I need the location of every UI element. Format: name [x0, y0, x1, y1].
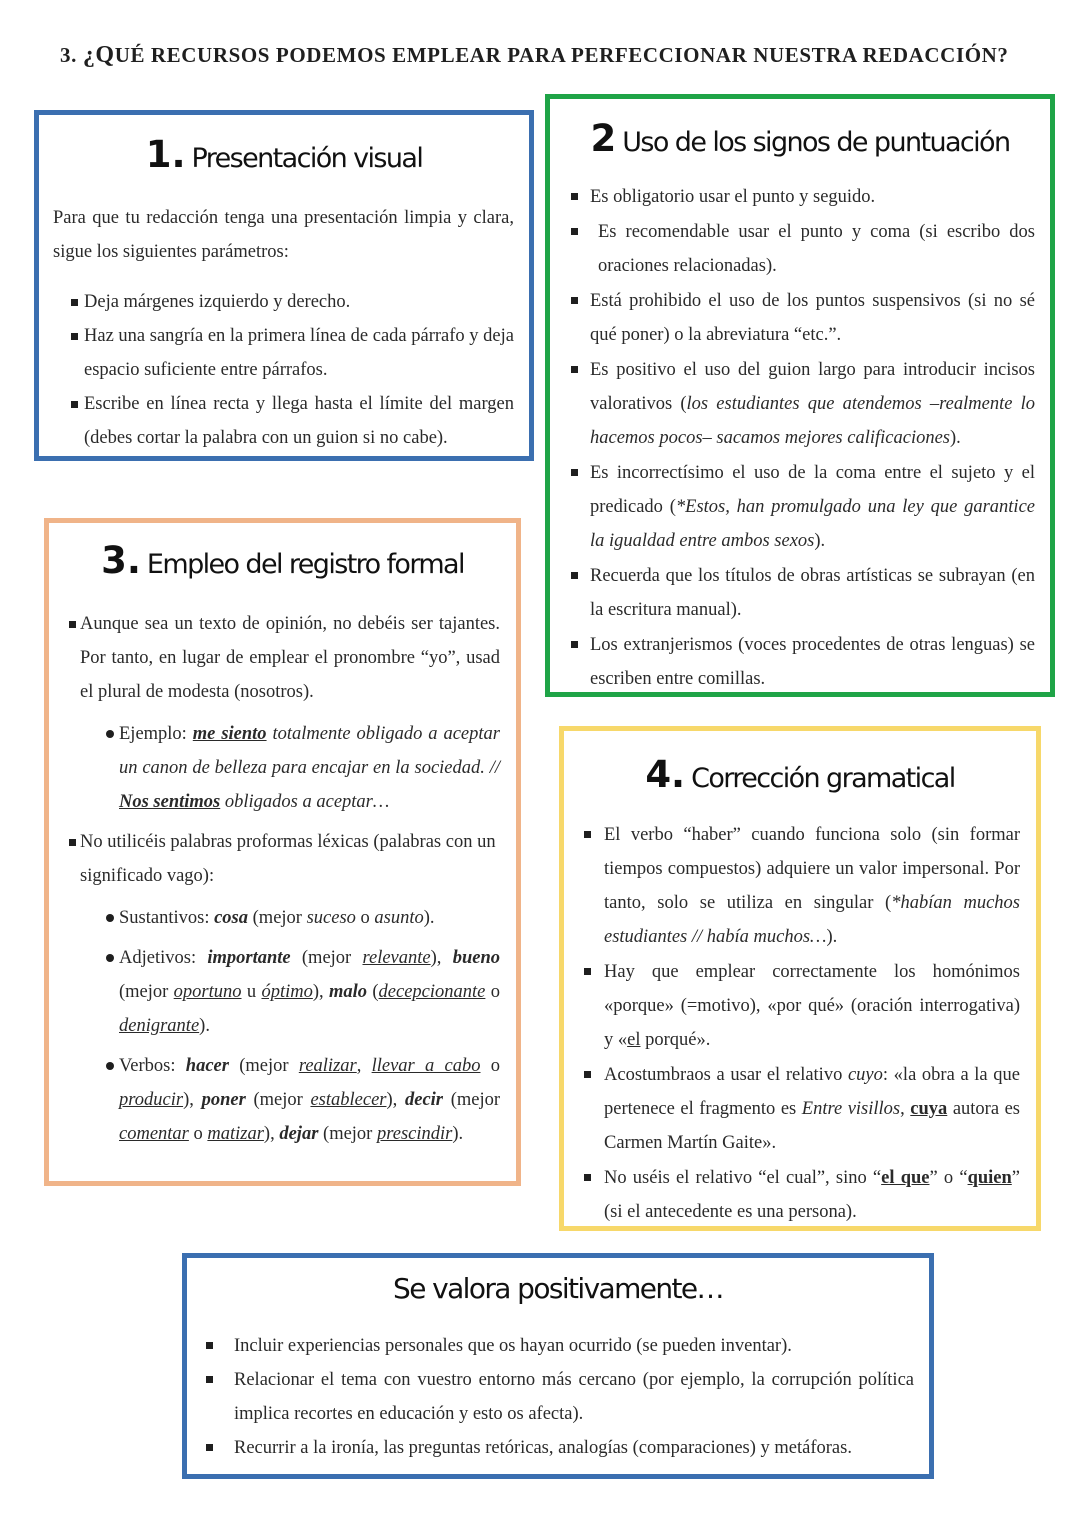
- presentation-list: [67, 285, 514, 455]
- list-item: Escribe en línea recta y llega hasta el límite del margen (debes cortar la palabra con un guion si no cabe).: [67, 387, 514, 455]
- presentation-intro: Para que tu redacción tenga una presentación limpia y clara, sigue los siguientes parámetros:: [53, 208, 514, 262]
- positive-valuation-title: Se valora positivamente…: [393, 1272, 723, 1305]
- formal-register-content: [67, 607, 500, 1157]
- positive-valuation-list: [201, 1329, 914, 1465]
- punctuation-list: [567, 180, 1035, 697]
- grammar-list: [581, 818, 1020, 1230]
- list-item: Recurrir a la ironía, las preguntas retóricas, analogías (comparaciones) y metáforas.: [201, 1431, 914, 1465]
- list-item: Los extranjerismos (voces procedentes de otras lenguas) se escriben entre comillas.: [567, 628, 1035, 696]
- list-item: Recuerda que los títulos de obras artísticas se subrayan (en la escritura manual).: [567, 559, 1035, 627]
- nouns-item: Sustantivos: cosa (mejor suceso o asunto).: [104, 901, 500, 935]
- grammar-title: 4. Corrección gramatical: [645, 753, 955, 796]
- list-item: No uséis el relativo “el cual”, sino “el que” o “quien” (si el antecedente es una persona).: [581, 1161, 1020, 1229]
- list-item: Es recomendable usar el punto y coma (si escribo dos oraciones relacionadas).: [567, 215, 1035, 283]
- list-item: Hay que emplear correctamente los homónimos «porque» (=motivo), «por qué» (oración interrogativa) y «el porqué».: [581, 955, 1020, 1057]
- example-item: Ejemplo: me siento totalmente obligado a aceptar un canon de belleza para encajar en la sociedad. // Nos sentimos obligados a aceptar…: [104, 717, 500, 819]
- list-item: Acostumbraos a usar el relativo cuyo: «la obra a la que pertenece el fragmento es Entre visillos, cuya autora es Carmen Martín Gaite».: [581, 1058, 1020, 1160]
- list-item: Deja márgenes izquierdo y derecho.: [67, 285, 514, 319]
- list-item: Relacionar el tema con vuestro entorno más cercano (por ejemplo, la corrupción política implica recortes en educación y esto os afecta).: [201, 1363, 914, 1431]
- formal-register-title: 3. Empleo del registro formal: [101, 539, 464, 582]
- list-item: Es obligatorio usar el punto y seguido.: [567, 180, 1035, 214]
- list-item: No utilicéis palabras proformas léxicas (palabras con un significado vago): Sustantivos: cosa (mejor suceso o asunto). Adjetivos: importante (mejor relevante), bueno (mejor oportuno u óptimo), malo (decepcionante o denigrante). Verbos: hacer (mejor realizar, llevar a cabo o producir), poner (mejor establecer), decir (mejor comentar o matizar), dejar (mejor prescindir).: [67, 825, 500, 1151]
- punctuation-title: 2 Uso de los signos de puntuación: [590, 117, 1010, 160]
- formal-register-card: [44, 518, 521, 1186]
- adjectives-item: Adjetivos: importante (mejor relevante), bueno (mejor oportuno u óptimo), malo (decepcionante o denigrante).: [104, 941, 500, 1043]
- presentation-title: 1. Presentación visual: [145, 133, 423, 176]
- list-item: Es incorrectísimo el uso de la coma entre el sujeto y el predicado (*Estos, han promulgado una ley que garantice la igualdad entre ambos sexos).: [567, 456, 1035, 558]
- grammar-card: [559, 726, 1041, 1231]
- list-item: Está prohibido el uso de los puntos suspensivos (si no sé qué poner) o la abreviatura “etc.”.: [567, 284, 1035, 352]
- presentation-card: [34, 110, 534, 461]
- punctuation-card: [545, 94, 1055, 697]
- list-item: Aunque sea un texto de opinión, no debéis ser tajantes. Por tanto, en lugar de emplear el pronombre “yo”, usad el plural de modesta (nosotros). Ejemplo: me siento totalmente obligado a aceptar un canon de belleza para encajar en la sociedad. // Nos sentimos obligados a aceptar…: [67, 607, 500, 819]
- list-item: Incluir experiencias personales que os hayan ocurrido (se pueden inventar).: [201, 1329, 914, 1363]
- page-title: 3. ¿QUÉ RECURSOS PODEMOS EMPLEAR PARA PERFECCIONAR NUESTRA REDACCIÓN?: [60, 42, 1009, 68]
- verbs-item: Verbos: hacer (mejor realizar, llevar a cabo o producir), poner (mejor establecer), decir (mejor comentar o matizar), dejar (mejor prescindir).: [104, 1049, 500, 1151]
- list-item: El verbo “haber” cuando funciona solo (sin formar tiempos compuestos) adquiere un valor impersonal. Por tanto, solo se utiliza en singular (*habían muchos estudiantes // había muchos…).: [581, 818, 1020, 954]
- list-item: Es positivo el uso del guion largo para introducir incisos valorativos (los estudiantes que atendemos –realmente lo hacemos pocos– sacamos mejores calificaciones).: [567, 353, 1035, 455]
- positive-valuation-card: [182, 1253, 934, 1479]
- list-item: Haz una sangría en la primera línea de cada párrafo y deja espacio suficiente entre párrafos.: [67, 319, 514, 387]
